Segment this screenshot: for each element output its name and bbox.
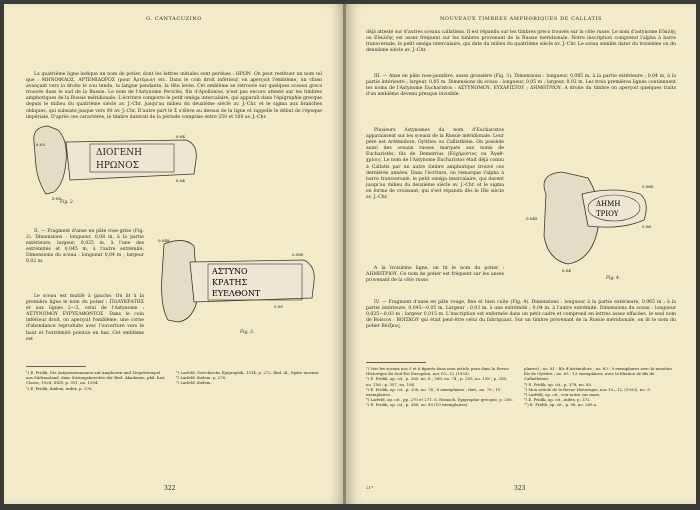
right-footnote-9: ⁸) Larfeld, op. cit., voir notre sur mars. [524, 392, 601, 398]
fig2-measure-1: 0.04 [176, 134, 185, 139]
right-footnote-3: ³) E. Pridik, op. cit., p. 358, no. 74 ; 8 exemplaires ; ibid., no. 79 ; 10 exemplaires. [366, 386, 501, 398]
left-footnote-3: ³) Larfeld, Griechische Epigraphik, 1914, p. 272. Ibid. id., Späte moeurs. [176, 370, 320, 375]
fig2-stamp-line-2: ΗΡΩΝΟΣ [96, 161, 139, 171]
right-paragraph-1: déjà attesté sur d'autres sceaux callatiens. Il est répandu sur les timbres grecs trouvés sur la côte russe. Le nom d'astynome Εὐκλῆς ou Εὐκλέης est assez fréquent sur les timbres provenant de la Russie méridionale. Notre inscription comprend l'alpha à barre transversale, le petit oméga intercalaire, qui date du milieu du quatrième siècle av. J.-Chr. Le sceau semble dater du troisième ou du deuxième siècle av. J.-Chr. [366, 30, 676, 54]
right-footnote-2: ²) E. Pridik, op. cit., p. 365, no. 8 ; 368, no. 74 ; p. 355, no. 138 ; p. 358, no. 156 ; p. 357, no. 194. [366, 376, 508, 387]
right-running-head: NOUVEAUX TIMBRES AMPHORIQUES DE CALLATIS [439, 16, 603, 22]
right-footnote-7: ⁶) E. Pridik, op. cit., p. 378, no. 85. [524, 381, 593, 387]
left-footnotes-col2 [176, 370, 322, 386]
left-footnote-4: ⁴) Larfeld, ibidem, p. 276. [176, 375, 227, 381]
right-paragraph-5: IV. — Fragment d'anse en pâte rouge, fine et bien cuite (Fig. 4). Dimensions : longueur à la partie extérieure, 0,065 m ; à la partie intérieure, 0,045—0,05 m. Largeur : 0,03 m. à une extrémité ; 0,04 m. à l'autre extrémité. Dimensions du sceau : longueur 0,025—0,03 m ; largeur 0,015 m. L'inscription est enfermée dans un petit cadre et comprend en lettres assez effacées, le seul nom de Boiscos : ΒΟΙΣΚΟΥ qui était peut-être celui du fabriquant. Sur un timbre provenant de la Russie méridionale, on lit le nom du potier Βόιξκος. [366, 300, 676, 330]
left-paragraph-2: II. — Fragment d'anse en pâte rose-grise (Fig. 2). Dimensions : longueur, 0,08 m, à la partie extérieure, largeur, 0,025 m, à l'une des extrémités et 0,045 m, à l'autre extrémité. Dimensions du sceau : longueur 0,04 m ; largeur 0,02 m. [26, 229, 144, 265]
right-footnote-11: ¹⁰) E. Pridik, op. cit., p. 98, no. 268 a. [524, 402, 598, 408]
left-footnote-1: ¹) E. Pridik, Die Astynomennamen auf Amphoren und Ziegelstempel aus Südrussland, dans Sitzungsberichte der Berl. Akademie, phil. hist. Classe, 1928, XXIV, p. 351, no. 1094. [26, 370, 166, 386]
figure-4-caption: Fig. 4. [606, 276, 621, 281]
right-footnote-10: ⁹) E. Pridik, op. cit., index, p. 372. [524, 397, 591, 403]
right-footnote-1: ¹) Voir les sceaux nos 5 et 6 figurés dans mon article paru dans la Revue Historique du Sud-Est Européen, nos 10—12 (1933). [366, 366, 509, 377]
right-footnote-6: plaires) ; no. 81 : fils d'Artémidore ; no. 83 : 9 exemplaires avec la mention fils de Gyttites ; no. 65 : 13 exemplaires, avec la filiation de fils de Callisthènes. [524, 366, 672, 382]
fig4-measure-4: 0.04 [562, 268, 571, 273]
fig4-measure-3: 0.045 [526, 216, 538, 221]
right-footnote-rule [366, 362, 426, 363]
fig3-stamp-line-3: ΕΥΕΛΘΟΝΤ [212, 289, 261, 298]
fig3-measure-1: 0.085 [292, 252, 304, 257]
fig2-measure-4: 0.08 [52, 196, 61, 201]
fig4-measure-2: 0.06 [642, 224, 651, 229]
fig4-stamp-line-2: ΤΡΙΟΥ [596, 210, 619, 218]
right-page [346, 4, 696, 504]
right-paragraph-2: III. — Anse en pâte rose-jaunâtre, assez grossière (Fig. 3). Dimensions : longueur, 0,085 m, à la partie extérieure ; 0,04 m, à la partie intérieure ; largeur, 0,05 m. Dimensions du sceau : longueur, 0,05 m ; largeur, 0,02 m. Les trois premières lignes contiennent les noms de l'Astynome Eucharistos : ΑΣΤΥΝΟΜΟΥ, ΕΥΧΑΡΙΣΤΟΥ ; ΔΗΜΗΤΡΙΟΥ. A droite du timbre on aperçoit quelques traits d'un emblème devenu presque invisible. [366, 74, 676, 98]
figure-3-caption: Fig. 3. [240, 330, 255, 335]
figure-2-amphora-handle [26, 122, 206, 202]
figure-4-amphora-handle [518, 164, 668, 274]
figure-2-caption: Fig. 2. [60, 200, 75, 205]
left-paragraph-3: Le sceau est mutilé à gauche. On lit à la première ligne le nom du potier : ΠΟΛΥΚΡΑΤΗΣ et aux lignes 2—3, celui de l'Astynome : ΑΣΤΥΝΟΜΟΥ ΕΥΡΥΕΛΘΟΝΤΟΣ. Dans le coin inférieur droit, on aperçoit l'emblème, une corne d'abondance reproduite avec l'ouverture vers le haut et l'extrémité pointue en bas. Cet emblème est [26, 294, 144, 342]
left-footnote-2: ²) E. Pridik, ibidem, index, p. 376. [26, 385, 93, 391]
fig4-stamp-line-1: ΔΗΜΗ [596, 200, 621, 208]
left-footnotes-col1 [26, 370, 166, 391]
fig4-measure-1: 0.065 [642, 184, 654, 189]
figure-3-amphora-handle [154, 236, 324, 326]
fig3-measure-3: 0.048 [158, 238, 170, 243]
right-paragraph-4: A la troisième ligne, on lit le nom du potier : ΔΗΜΗΤΡΙΟΥ. Ce nom de potier est fréquent sur les anses provenant de la côte russe. [366, 266, 504, 284]
right-page-number: 323 [514, 485, 526, 492]
right-footnotes-col1 [366, 366, 514, 408]
left-page [4, 4, 344, 504]
right-footnote-4: ⁴) Larfeld, op. cit., pp. 270 et 271. S. Reinach, Épigraphie grecque, p. 206. [366, 397, 513, 403]
right-footnote-8: ⁷) Mon article de la Revue Historique, nos 10—12, (1933), no. 9. [524, 386, 651, 392]
left-footnote-rule [26, 366, 86, 367]
fig2-stamp-line-1: ΔΙΟΓΕΝΗ [96, 148, 142, 158]
fig2-measure-3: 0.03 [36, 142, 45, 147]
fig3-measure-2: 0.05 [274, 304, 283, 309]
fig3-stamp-line-2: ΚΡΑΤΗΣ [212, 278, 248, 287]
fig3-stamp-line-1: ΑΣΤΥΝΟ [212, 267, 248, 276]
left-running-head: G. CANTACUZINO [146, 16, 202, 22]
right-paragraph-3: Plusieurs Astynomes du nom d'Eucharistos apparaissent sur les sceaux de la Russie méridionale. Leur père est Artémidore, Gyttites ou Callisthène. On possède aussi des sceaux russes marqués aux noms de Eucharistès, fils de Demetrius (Εὐχάριστος ou Ἀγαθ-χρίου). Le nom de l'Astynome Eucharistos était déjà connu à Callatis par un autre timbre amphorique trouvé ces dernières années. Dans l'écriture, on remarque l'alpha à barre transversale, le petit oméga intercalaire, qui durent jusqu'au milieu du deuxième siècle av. J.-Chr. et le sigma en forme de croissant, qui s'est répandu dès le IIIe siècle av. J.-Chr. [366, 128, 504, 201]
right-footnote-5: ⁵) E. Pridik, op. cit., p. 368, no. 80 (10 exemplaires). [366, 402, 469, 408]
left-page-number: 322 [164, 485, 176, 492]
right-footnotes-col2 [524, 366, 676, 408]
fig2-measure-2: 0.04 [176, 178, 185, 183]
left-paragraph-1: La quatrième ligne indique un nom de potier, dont les lettres initiales sont perdues : ΗΡΩΝ. On peut restituer un nom tel que : ΜΗΝΟΦΙΛΟΣ, ΑΡΤΕΜΙΔΩΡΟΣ (pour Ἀρτέμων) etc. Dans le coin droit inférieur, on aperçoit l'emblème, un chien avançant vers la droite le cou tendu, la langue pendante, la tête levée. Cet emblème se retrouve sur quelques sceaux grecs trouvés dans le sud de la Russie. Le nom de l'Astynome Periclès, fils d'Apollonios, n'est pas encore attesté sur les timbres amphoriques de la Russie méridionale. L'écriture comporte le petit oméga intercalaire, qui apparaît dans l'épigraphie grecque depuis le milieu du quatrième siècle av. J.-Chr. jusqu'au milieu du deuxième siècle av. J.-Chr. et le sigma aux branches obliques, qui subsiste jusque vers 90 av. J.-Chr. D'autre part le Σ s'élève au dessus de la ligne et rappelle le début de l'époque impériale. D'après ces caractères, le timbre daterait de la période comprise entre 250 et 100 av. J.-Chr. [26, 72, 322, 120]
left-footnote-5: ⁵) Larfeld, ibidem. [176, 380, 212, 386]
right-signature-mark: 21* [366, 485, 374, 490]
